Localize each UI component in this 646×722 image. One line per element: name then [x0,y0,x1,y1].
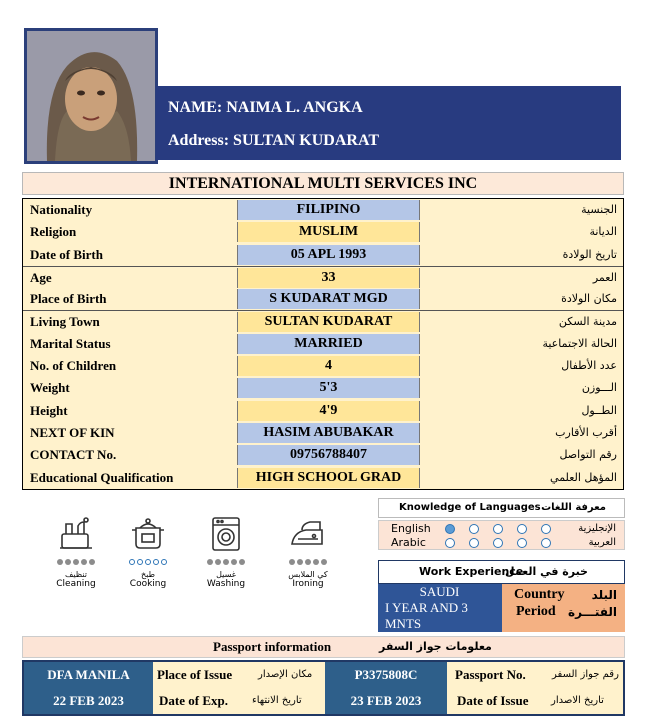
field-label-ar: أقرب الأقارب [555,425,617,439]
skill-level-dot [145,559,151,565]
skill-level-dot [161,559,167,565]
languages-title: Knowledge of Languages [399,502,541,513]
field-label-ar: رقم التواصل [559,448,617,462]
language-level-radio[interactable] [517,538,527,548]
place-of-issue-value: DFA MANILA [24,662,153,688]
work-labels [502,584,625,632]
field-value: S KUDARAT MGD [237,289,420,309]
language-level-radio[interactable] [517,524,527,534]
field-label-ar: الديانة [589,225,617,239]
language-label-ar: الإنجليزية [578,523,616,534]
field-label: No. of Children [30,358,117,374]
personal-details-table [22,198,624,490]
field-label: Religion [30,224,77,240]
field-label: Age [30,269,52,285]
field-value: MUSLIM [237,222,420,242]
skill-label-ar: تنظيف [65,570,87,579]
language-level-radio[interactable] [541,538,551,548]
skill-level-dot [137,559,143,565]
skill-cooking [118,514,178,589]
skill-level-dot [231,559,237,565]
date-issue-label: Date of Issue [457,693,529,708]
passport-title: Passport information [213,639,332,654]
field-label: Place of Birth [30,291,107,307]
work-title-ar: خبرة في العمل [504,565,588,578]
skill-level-dot [65,559,71,565]
field-label-ar: المؤهل العلمي [550,470,617,484]
passport-no-value: P3375808C [325,662,447,688]
field-label-ar: الطــول [581,403,617,417]
date-exp-label: Date of Exp. [159,693,228,708]
language-label-ar: العربية [588,537,616,548]
passport-no-label: Passport No. [455,667,526,682]
passport-title-ar: معلومات جواز السفر [379,640,492,653]
language-level-radio[interactable] [493,538,503,548]
field-label: NEXT OF KIN [30,424,115,440]
name-banner [156,86,621,160]
skill-level-dot [81,559,87,565]
personal-row [23,244,623,266]
personal-row [23,422,623,444]
skill-label-ar: طبخ [141,570,155,579]
field-value: 09756788407 [237,445,420,465]
date-exp-ar: تاريخ الانتهاء [252,695,302,706]
field-label: Weight [30,380,70,396]
skill-label-ar: غسيل [216,570,236,579]
field-value: MARRIED [237,334,420,354]
work-values [378,584,502,632]
date-issue-value: 23 FEB 2023 [325,688,447,714]
field-label: Marital Status [30,335,111,351]
field-value: 4 [237,356,420,376]
work-country-value: SAUDI [419,584,460,599]
personal-row [23,310,623,332]
skill-level-dot [207,559,213,565]
skill-label: Washing [206,579,246,589]
applicant-address: Address: SULTAN KUDARAT [168,132,379,149]
personal-row [23,400,623,422]
date-exp-value: 22 FEB 2023 [24,688,153,714]
field-value: 33 [237,268,420,288]
skill-level-dot [73,559,79,565]
personal-row [23,199,623,221]
skill-level-dot [215,559,221,565]
skill-level-dot [129,559,135,565]
field-label-ar: مدينة السكن [558,315,617,329]
iron-icon [288,514,328,554]
field-label: Educational Qualification [30,469,174,485]
field-label-ar: تاريخ الولادة [562,247,617,261]
languages-title-ar: معرفة اللغات [541,502,606,513]
field-label-ar: الـــوزن [581,381,617,395]
period-label: Period [516,604,556,619]
skill-cleaning [46,514,106,589]
language-level-radio[interactable] [445,524,455,534]
personal-row [23,355,623,377]
work-period-value-cont: MNTS [385,616,422,631]
cooking-pot-icon [128,514,168,554]
field-value: 05 APL 1993 [237,245,420,265]
language-row [379,536,624,550]
passport-header [22,636,625,658]
field-value: 4'9 [237,401,420,421]
language-level-radio[interactable] [493,524,503,534]
field-value: 5'3 [237,378,420,398]
field-label-ar: مكان الولادة [561,292,617,306]
field-label: CONTACT No. [30,447,117,463]
language-label: English [391,522,431,535]
passport-table [22,660,625,716]
work-experience-header [378,560,625,584]
cleaning-icon [56,514,96,554]
personal-row [23,221,623,243]
skill-level-dot [321,559,327,565]
field-value: SULTAN KUDARAT [237,312,420,332]
skill-label-ar: كي الملابس [288,570,328,579]
skill-washing [196,514,256,589]
field-label-ar: الحالة الاجتماعية [542,336,617,350]
skill-level-dot [289,559,295,565]
personal-row [23,333,623,355]
personal-row [23,377,623,399]
skill-level [46,558,106,568]
skill-level-dot [297,559,303,565]
languages-header [378,498,625,518]
skill-level-dot [223,559,229,565]
language-level-radio[interactable] [469,524,479,534]
skill-level [278,558,338,568]
field-label-ar: العمر [592,270,617,284]
skill-level-dot [313,559,319,565]
field-label: Nationality [30,202,93,217]
languages-table [378,520,625,550]
country-label-ar: البلد [591,588,617,602]
field-label: Living Town [30,314,100,330]
field-label: Date of Birth [30,246,103,262]
work-title: Work Experience [419,565,524,578]
skill-level-dot [239,559,245,565]
period-label-ar: الفتـــرة [567,605,617,619]
skill-label: Ironing [292,579,324,589]
field-label-ar: عدد الأطفال [561,359,617,373]
personal-row [23,467,623,489]
applicant-photo [24,28,158,164]
applicant-name: NAME: NAIMA L. ANGKA [168,99,363,116]
personal-row [23,444,623,466]
washing-machine-icon [206,514,246,554]
work-period-value: I YEAR AND 3 [385,600,468,615]
company-name: INTERNATIONAL MULTI SERVICES INC [22,172,624,195]
skill-label: Cleaning [56,579,96,589]
country-label: Country [514,587,565,602]
field-value: FILIPINO [237,200,420,220]
personal-row [23,288,623,310]
language-label: Arabic [391,536,426,549]
skill-level [118,558,178,568]
field-label-ar: الجنسية [581,203,617,216]
passport-no-ar: رقم جواز السفر [552,669,619,680]
skill-level-dot [153,559,159,565]
language-level-radio[interactable] [541,524,551,534]
skill-level-dot [305,559,311,565]
field-value: HASIM ABUBAKAR [237,423,420,443]
skill-label: Cooking [129,579,167,589]
language-level-radio[interactable] [445,538,455,548]
language-level-radio[interactable] [469,538,479,548]
skill-ironing [278,514,338,589]
skill-level-dot [89,559,95,565]
language-row [379,522,624,536]
place-of-issue-label: Place of Issue [157,667,233,682]
field-value: HIGH SCHOOL GRAD [237,468,420,488]
skill-level-dot [57,559,63,565]
skill-level [196,558,256,568]
field-label: Height [30,402,68,418]
place-of-issue-ar: مكان الإصدار [258,669,313,680]
personal-row [23,266,623,288]
date-issue-ar: تاريخ الاصدار [551,695,604,706]
